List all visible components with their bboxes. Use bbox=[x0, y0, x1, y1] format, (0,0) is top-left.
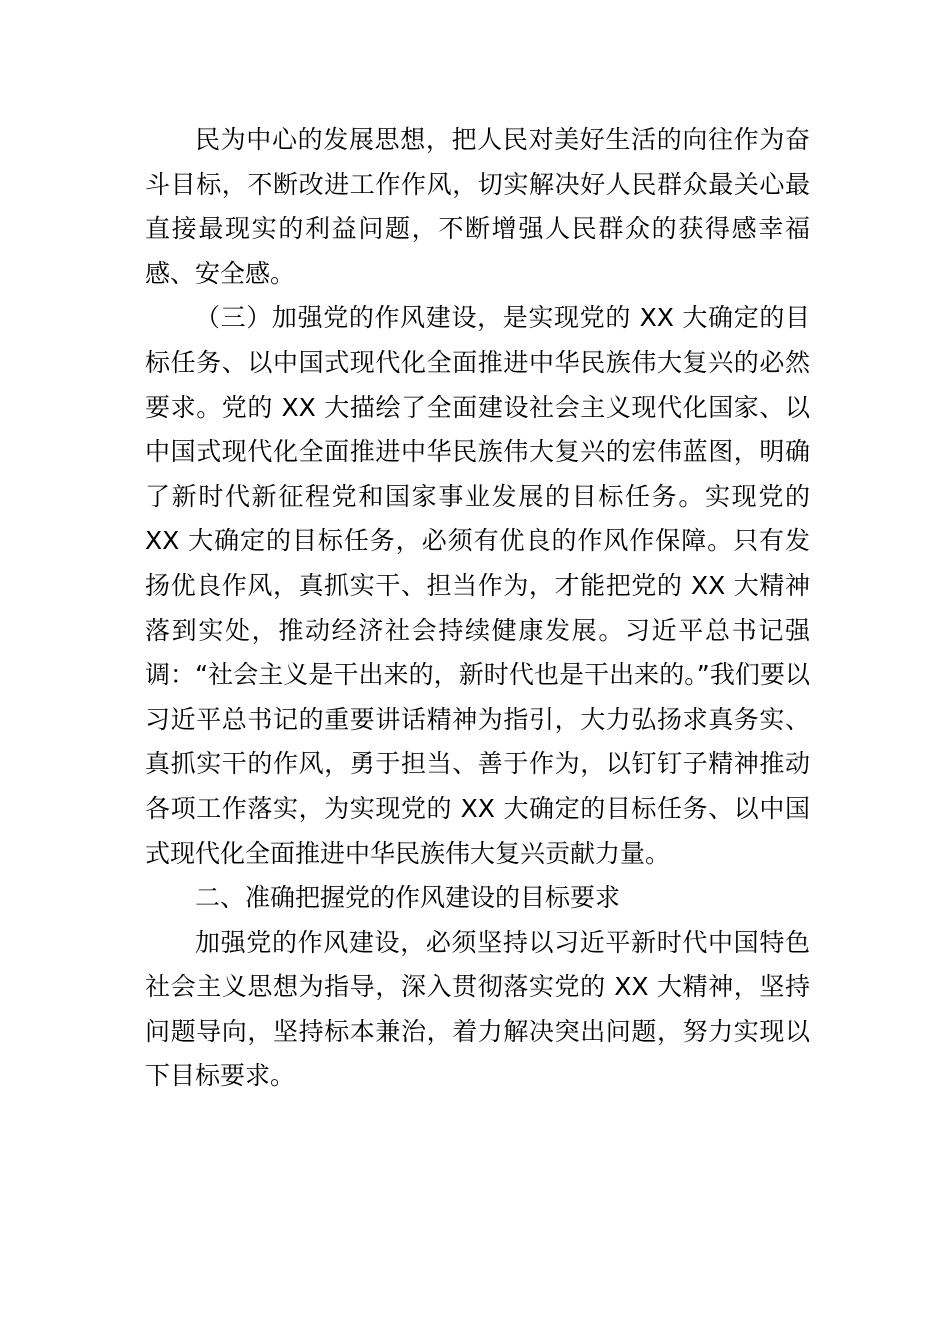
section-heading: 二、准确把握党的作风建设的目标要求 bbox=[195, 883, 621, 913]
paragraph-section-two-intro: 加强党的作风建设，必须坚持以习近平新时代中国特色社会主义思想为指导，深入贯彻落实党的 XX 大精神，坚持问题导向，坚持标本兼治，着力解决突出问题，努力实现以下目标要求。 bbox=[145, 927, 810, 1091]
paragraph-continued: 民为中心的发展思想，把人民对美好生活的向往作为奋斗目标，不断改进工作作风，切实解决好人民群众最关心最直接最现实的利益问题，不断增强人民群众的获得感幸福感、安全感。 bbox=[145, 125, 810, 288]
paragraph-section-three: （三）加强党的作风建设，是实现党的 XX 大确定的目标任务、以中国式现代化全面推进中华民族伟大复兴的必然要求。党的 XX 大描绘了全面建设社会主义现代化国家、以中国式现代化全面推进中华民族伟大复兴的宏伟蓝图，明确了新时代新征程党和国家事业发展的目标任务。实现党的 XX 大确定的目标任务，必须有优良的作风作保障。只有发扬优良作风，真抓实干、担当作为，才能把党的 XX 大精神落到实处，推动经济社会持续健康发展。习近平总书记强调：“社会主义是干出来的，新时代也是干出来的。”我们要以习近平总书记的重要讲话精神为指引，大力弘扬求真务实、真抓实干的作风，勇于担当、善于作为，以钉钉子精神推动各项工作落实，为实现党的 XX 大确定的目标任务、以中国式现代化全面推进中华民族伟大复兴贡献力量。 bbox=[145, 303, 810, 868]
document-body bbox=[145, 118, 810, 1099]
